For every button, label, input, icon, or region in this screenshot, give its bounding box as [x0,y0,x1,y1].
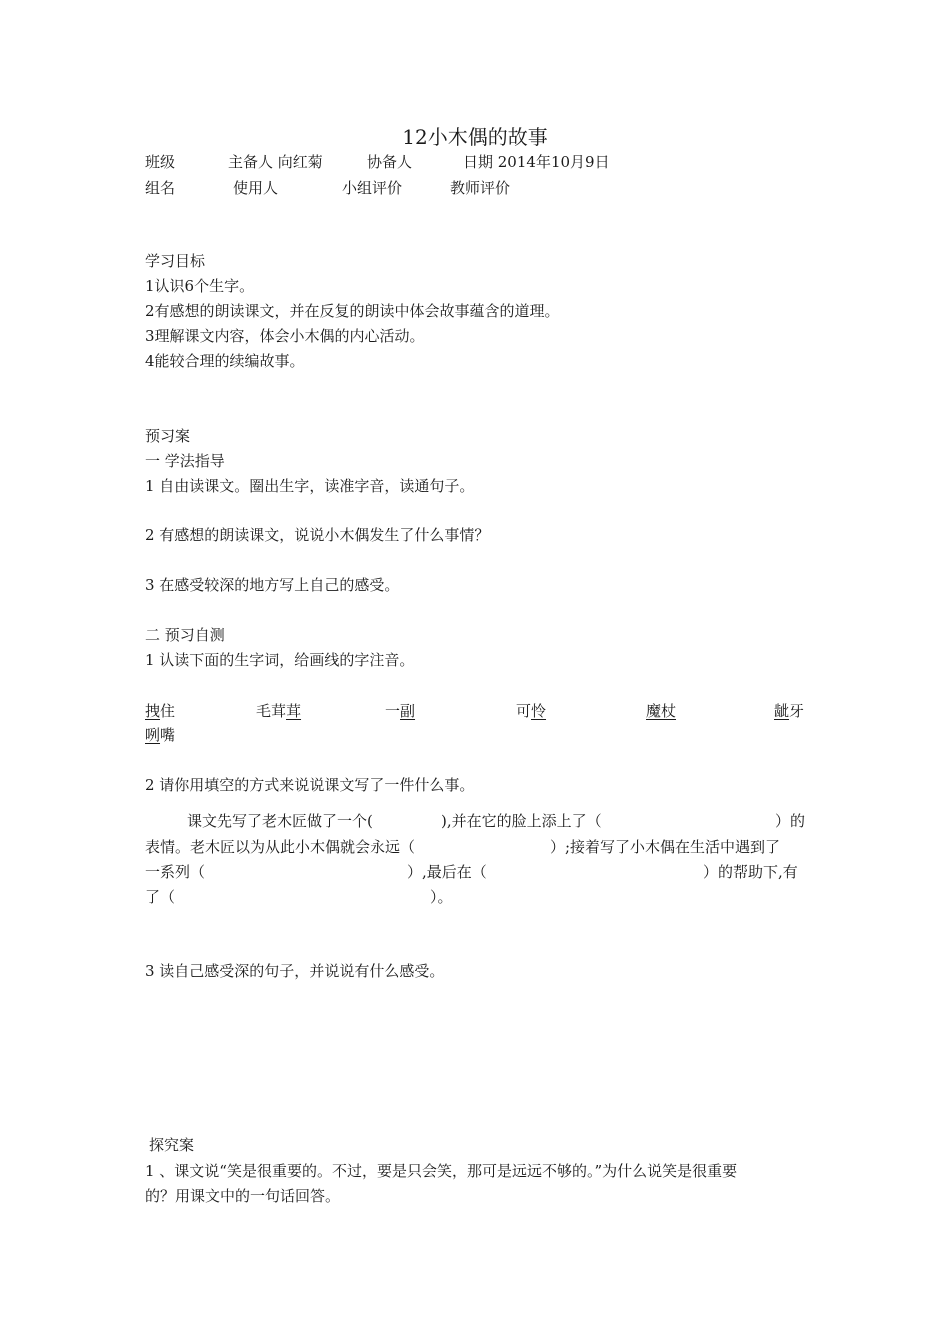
preview-heading: 预习案 [145,427,191,445]
teacher-eval-label: 教师评价 [450,179,511,197]
word-item: 咧嘴 [145,726,176,744]
co-preparer-label: 协备人 [367,153,413,171]
objective-item: 1认识6个生字。 [145,277,255,295]
self-test-heading: 二 预习自测 [145,626,225,644]
group-label: 组名 [145,179,176,197]
method-guide-heading: 一 学法指导 [145,452,225,470]
group-eval-label: 小组评价 [342,179,403,197]
method-guide-item: 1 自由读课文。圈出生字，读准字音，读通句子。 [145,477,475,495]
explore-question-1-cont: 的？用课文中的一句话回答。 [145,1187,341,1205]
explore-question-1: 1 、课文说“笑是很重要的。不过，要是只会笑，那可是远远不够的。”为什么说笑是很重要 [145,1162,738,1180]
objective-item: 2有感想的朗读课文，并在反复的朗读中体会故事蕴含的道理。 [145,302,560,320]
objectives-heading: 学习目标 [145,252,206,270]
word-item: 龇牙 [774,702,805,720]
objective-item: 3理解课文内容，体会小木偶的内心活动。 [145,327,425,345]
word-item: 魔杖 [646,702,677,720]
method-guide-item: 2 有感想的朗读课文，说说小木偶发生了什么事情？ [145,526,490,544]
date-label: 日期 2014年10月9日 [463,153,610,171]
user-label: 使用人 [233,179,279,197]
word-item: 可怜 [516,702,547,720]
explore-heading: 探究案 [149,1136,195,1154]
word-item: 毛茸茸 [256,702,302,720]
question-2: 2 请你用填空的方式来说说课文写了一件什么事。 [145,776,475,794]
class-label: 班级 [145,153,176,171]
method-guide-item: 3 在感受较深的地方写上自己的感受。 [145,576,400,594]
question-3: 3 读自己感受深的句子，并说说有什么感受。 [145,962,445,980]
document-title: 12小木偶的故事 [402,125,548,149]
objective-item: 4能较合理的续编故事。 [145,352,305,370]
word-item: 一副 [385,702,416,720]
preparer-label: 主备人 向红菊 [228,153,323,171]
question-1: 1 认读下面的生字词，给画线的字注音。 [145,651,415,669]
word-item: 拽住 [145,702,176,720]
